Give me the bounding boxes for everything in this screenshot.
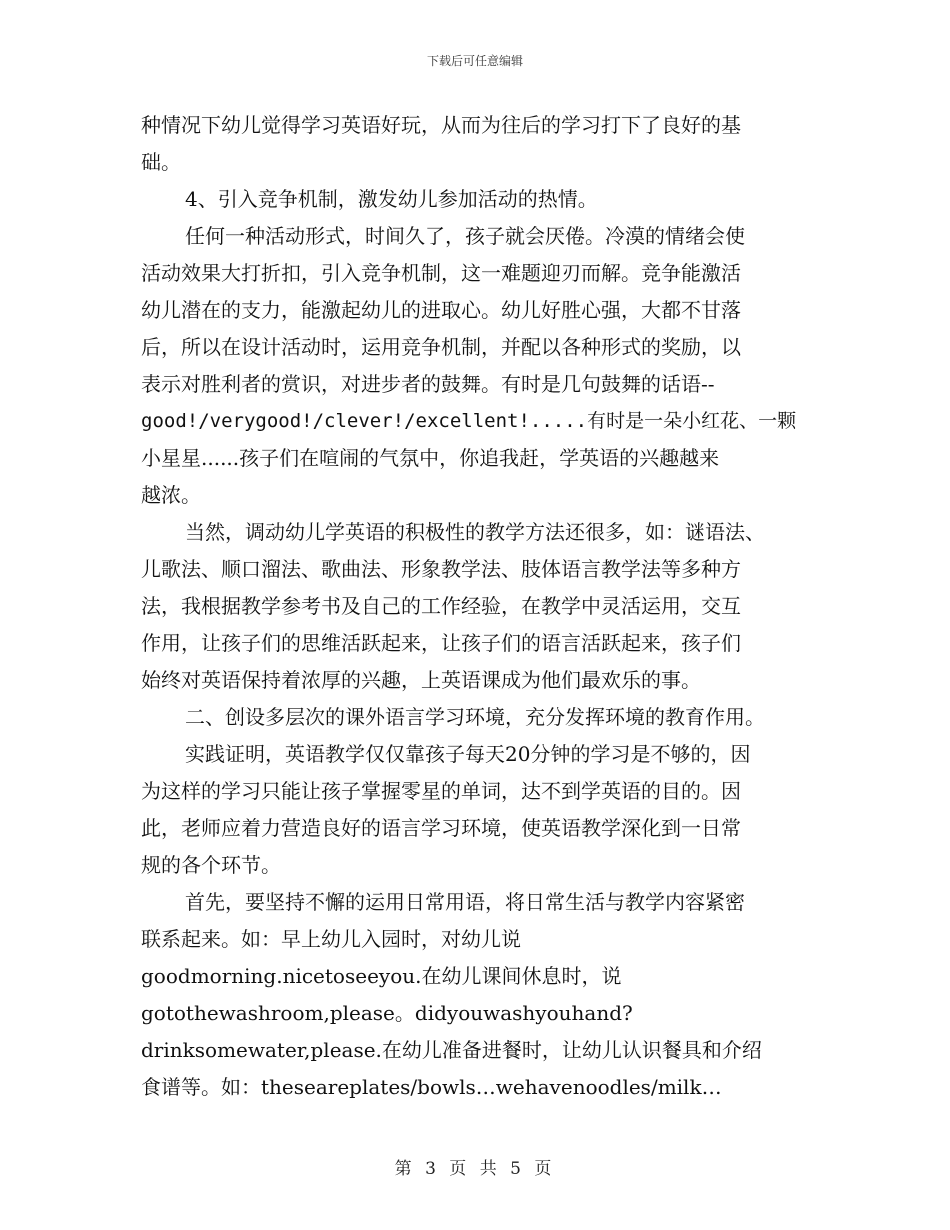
section-heading: 二、创设多层次的课外语言学习环境，充分发挥环境的教育作用。: [185, 705, 765, 729]
paragraph-line: 小星星......孩子们在喧闹的气氛中，你追我赶，学英语的兴趣越来: [141, 446, 720, 470]
paragraph-line: 表示对胜利者的赏识，对进步者的鼓舞。有时是几句鼓舞的话语--: [141, 372, 715, 396]
paragraph-line: 此，老师应着力营造良好的语言学习环境，使英语教学深化到一日常: [141, 816, 741, 840]
paragraph-line: drinksomewater,please.在幼儿准备进餐时，让幼儿认识餐具和介绍: [141, 1038, 762, 1062]
section-heading: 4、引入竞争机制，激发幼儿参加活动的热情。: [185, 187, 598, 211]
paragraph-line: 规的各个环节。: [141, 853, 281, 877]
paragraph-line: 作用，让孩子们的思维活跃起来，让孩子们的语言活跃起来，孩子们: [141, 631, 741, 655]
paragraph-line: 任何一种活动形式，时间久了，孩子就会厌倦。冷漠的情绪会使: [185, 224, 745, 248]
page-footer: 第 3 页 共 5 页: [394, 1159, 556, 1179]
paragraph-line: goodmorning.nicetoseeyou.在幼儿课间休息时，说: [141, 964, 622, 988]
paragraph-line: 实践证明，英语教学仅仅靠孩子每天20分钟的学习是不够的，因: [185, 742, 751, 766]
paragraph-line: 始终对英语保持着浓厚的兴趣，上英语课成为他们最欢乐的事。: [141, 668, 701, 692]
paragraph-line: 种情况下幼儿觉得学习英语好玩，从而为往后的学习打下了良好的基: [141, 113, 741, 137]
paragraph-line: 越浓。: [141, 483, 201, 507]
paragraph-line: 食谱等。如：theseareplates/bowls…wehavenoodles/milk…: [141, 1075, 722, 1099]
paragraph-line: 当然，调动幼儿学英语的积极性的教学方法还很多，如：谜语法、: [185, 520, 765, 544]
paragraph-line: 为这样的学习只能让孩子掌握零星的单词，达不到学英语的目的。因: [141, 779, 741, 803]
paragraph-line: 首先，要坚持不懈的运用日常用语，将日常生活与教学内容紧密: [185, 890, 745, 914]
paragraph-line: 儿歌法、顺口溜法、歌曲法、形象教学法、肢体语言教学法等多种方: [141, 557, 741, 581]
paragraph-line: 础。: [141, 150, 181, 174]
paragraph-line: 联系起来。如：早上幼儿入园时，对幼儿说: [141, 927, 521, 951]
paragraph-line: 活动效果大打折扣，引入竞争机制，这一难题迎刃而解。竞争能激活: [141, 261, 741, 285]
paragraph-line: 幼儿潜在的支力，能激起幼儿的进取心。幼儿好胜心强，大都不甘落: [141, 298, 741, 322]
body-text: [141, 107, 813, 1106]
paragraph-line: gotothewashroom,please。didyouwashyouhand?: [141, 1001, 633, 1025]
paragraph-line: 法，我根据教学参考书及自己的工作经验，在教学中灵活运用，交互: [141, 594, 741, 618]
page-header: 下载后可任意编辑: [426, 54, 523, 68]
paragraph-line: good!/verygood!/clever!/excellent!.....有时是一朵小红花、一颗: [141, 410, 797, 432]
paragraph-line: 后，所以在设计活动时，运用竞争机制，并配以各种形式的奖励，以: [141, 335, 741, 359]
